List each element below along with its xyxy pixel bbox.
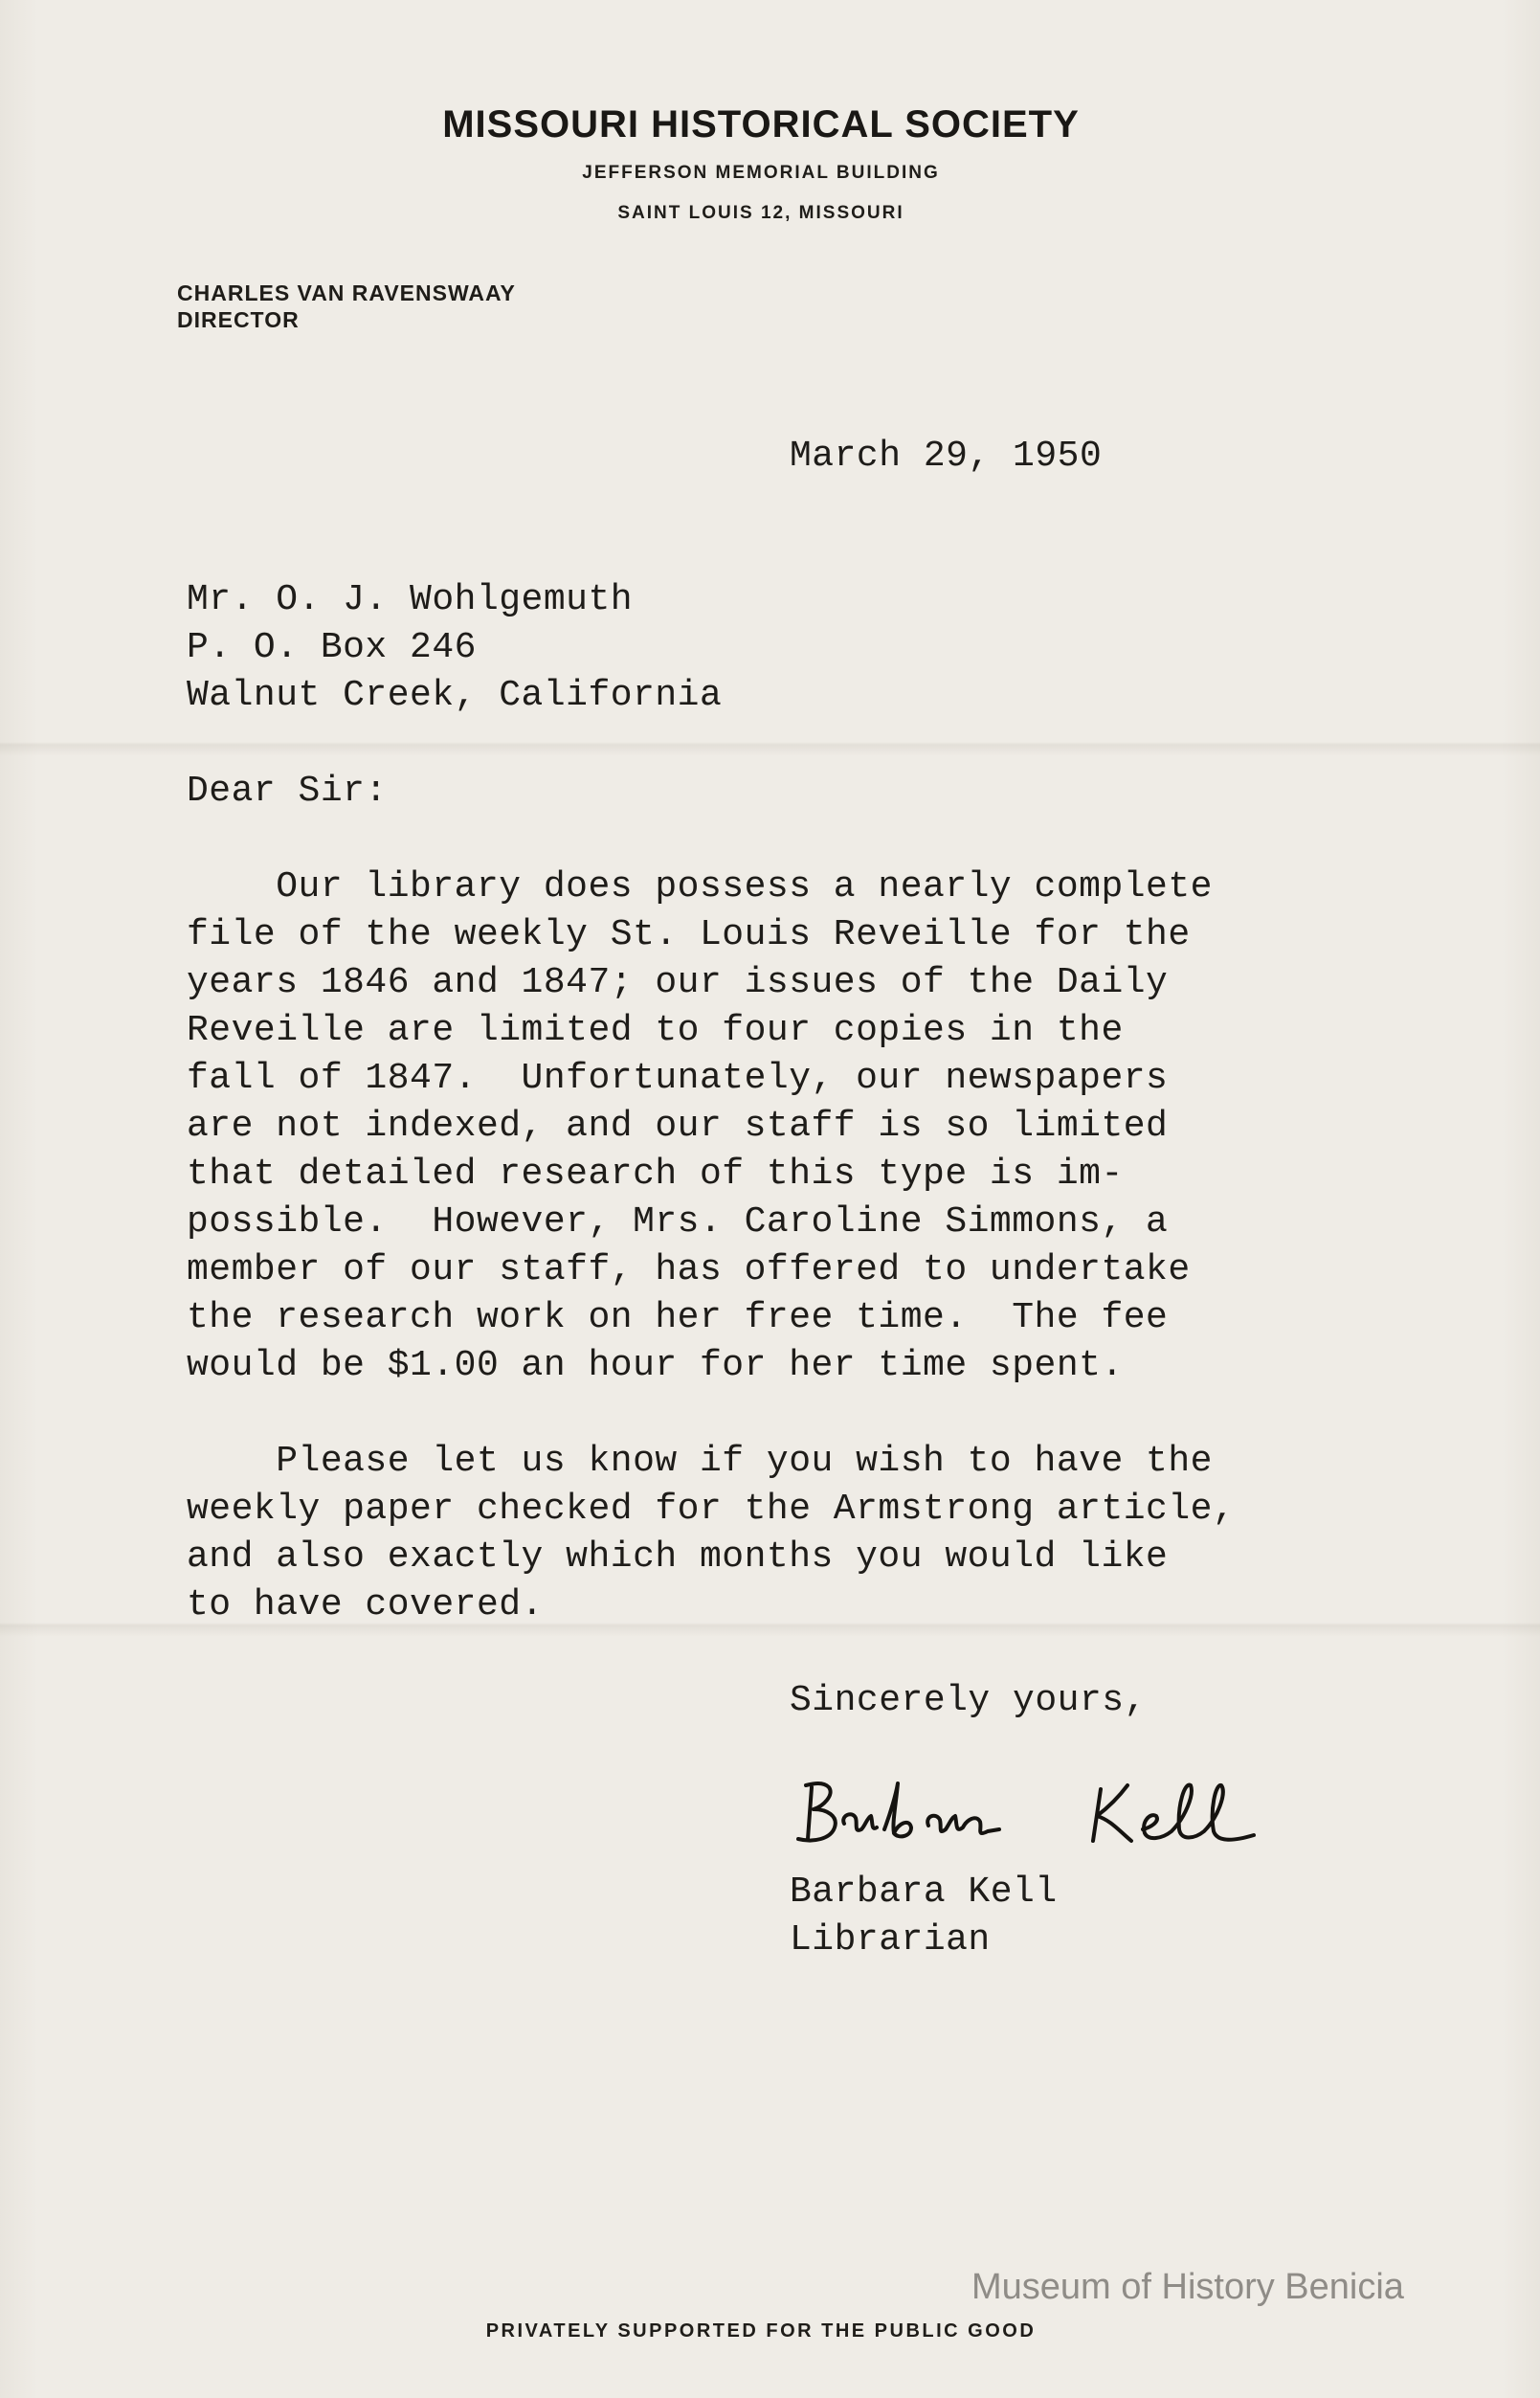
- paragraph1-line: Reveille are limited to four copies in the: [187, 1010, 1124, 1051]
- letterhead-director-name: CHARLES VAN RAVENSWAAY: [177, 280, 516, 305]
- letter-date: March 29, 1950: [790, 436, 1103, 477]
- paragraph2-line: and also exactly which months you would like: [187, 1536, 1169, 1578]
- recipient-city: Walnut Creek, California: [187, 675, 723, 716]
- signer-name: Barbara Kell: [790, 1871, 1058, 1913]
- paragraph1-line: fall of 1847. Unfortunately, our newspapers: [187, 1058, 1169, 1099]
- handwritten-signature: [785, 1757, 1378, 1862]
- recipient-name: Mr. O. J. Wohlgemuth: [187, 579, 634, 620]
- letterhead-building: JEFFERSON MEMORIAL BUILDING: [582, 163, 940, 183]
- letterhead-organization: MISSOURI HISTORICAL SOCIETY: [442, 103, 1080, 146]
- letterhead-city: SAINT LOUIS 12, MISSOURI: [617, 203, 904, 223]
- paragraph1-line: Our library does possess a nearly complete: [187, 866, 1213, 908]
- letterhead-director-title: DIRECTOR: [177, 307, 300, 332]
- signer-title: Librarian: [790, 1919, 991, 1961]
- paragraph2-line: to have covered.: [187, 1584, 544, 1625]
- salutation: Dear Sir:: [187, 771, 388, 812]
- paragraph2-line: Please let us know if you wish to have the: [187, 1441, 1213, 1482]
- watermark-text: Museum of History Benicia: [971, 2267, 1404, 2307]
- closing: Sincerely yours,: [790, 1680, 1147, 1721]
- paragraph1-line: that detailed research of this type is im-: [187, 1154, 1124, 1195]
- paragraph1-line: are not indexed, and our staff is so limited: [187, 1106, 1169, 1147]
- recipient-box: P. O. Box 246: [187, 627, 477, 668]
- paragraph1-line: member of our staff, has offered to undertake: [187, 1249, 1191, 1290]
- paragraph2-line: weekly paper checked for the Armstrong article,: [187, 1489, 1236, 1530]
- paragraph1-line: years 1846 and 1847; our issues of the Daily: [187, 962, 1169, 1003]
- paragraph1-line: possible. However, Mrs. Caroline Simmons, a: [187, 1201, 1169, 1243]
- paragraph1-line: file of the weekly St. Louis Reveille for the: [187, 914, 1191, 955]
- footer-motto: PRIVATELY SUPPORTED FOR THE PUBLIC GOOD: [485, 2320, 1037, 2342]
- paragraph1-line: would be $1.00 an hour for her time spent.: [187, 1345, 1124, 1386]
- paragraph1-line: the research work on her free time. The fee: [187, 1297, 1169, 1338]
